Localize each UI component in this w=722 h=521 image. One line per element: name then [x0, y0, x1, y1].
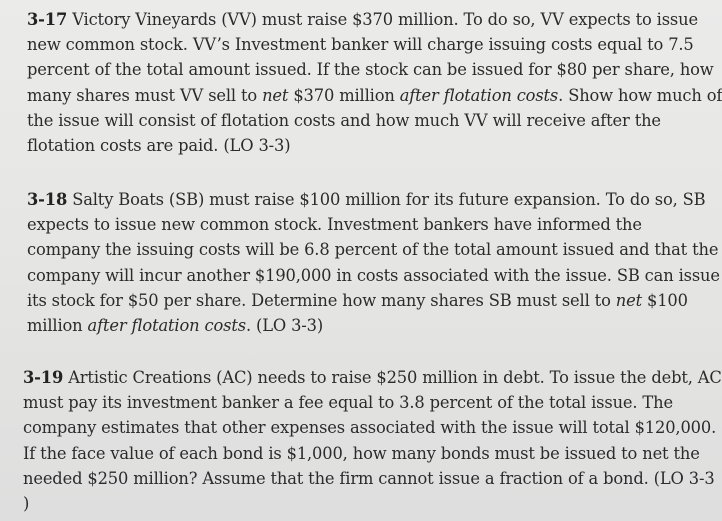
text-segment: its stock for $50 per share. Determine how many shares SB must sell to: [27, 290, 616, 310]
text-segment: expects to issue new common stock. Investment bankers have informed the: [27, 215, 642, 235]
problem-text-line: [23, 441, 722, 466]
emphasized-text: after flotation costs: [87, 316, 246, 336]
problem-text-line: [23, 415, 722, 440]
problem-text-line: [23, 491, 722, 516]
problem-text-line: [27, 187, 720, 212]
text-segment: . Show how much of: [558, 85, 722, 105]
problem-number: 3-17: [27, 10, 68, 29]
problem-text-line: [27, 108, 722, 133]
problem-3-17: [27, 7, 722, 158]
problem-text-line: [27, 7, 722, 32]
text-segment: new common stock. VV’s Investment banker will charge issuing costs equal to 7.5: [27, 35, 694, 55]
text-segment: the issue will consist of flotation costs and how much VV will receive after the: [27, 110, 661, 130]
text-segment: ): [23, 494, 30, 514]
text-segment: must pay its investment banker a fee equal to 3.8 percent of the total issue. The: [23, 393, 673, 413]
text-segment: If the face value of each bond is $1,000, how many bonds must be issued to net the: [23, 443, 700, 463]
text-segment: million: [27, 316, 88, 336]
emphasized-text: after flotation costs: [399, 85, 559, 105]
problem-number: 3-19: [23, 368, 64, 387]
text-segment: company the issuing costs will be 6.8 percent of the total amount issued and that the: [27, 240, 719, 260]
text-segment: . (LO 3-3): [245, 316, 324, 336]
text-segment: many shares must VV sell to: [27, 85, 263, 105]
problem-text-line: [23, 365, 722, 390]
problem-3-19: [23, 365, 722, 516]
text-segment: needed $250 million? Assume that the firm cannot issue a fraction of a bond. (LO 3-3: [23, 468, 715, 488]
problem-text-line: [23, 466, 722, 491]
problem-text-line: [27, 32, 722, 57]
problem-text-line: [27, 133, 722, 158]
problem-text-line: [27, 263, 720, 288]
text-segment: company estimates that other expenses associated with the issue will total $120,000.: [23, 418, 717, 438]
problem-text-line: [27, 83, 722, 108]
problem-text-line: [27, 288, 720, 313]
text-segment: flotation costs are paid. (LO 3-3): [27, 136, 291, 156]
text-segment: $100: [641, 290, 688, 310]
problem-text-line: [27, 237, 720, 262]
text-segment: Victory Vineyards (VV) must raise $370 million. To do so, VV expects to issue: [72, 10, 698, 29]
text-segment: company will incur another $190,000 in costs associated with the issue. SB can issue: [27, 265, 720, 285]
text-segment: Artistic Creations (AC) needs to raise $250 million in debt. To issue the debt, AC: [68, 368, 722, 387]
problem-text-line: [27, 313, 720, 338]
emphasized-text: net: [262, 85, 289, 105]
problem-text-line: [23, 390, 722, 415]
problem-text-line: [27, 212, 720, 237]
problem-number: 3-18: [27, 190, 68, 209]
emphasized-text: net: [615, 290, 642, 310]
text-segment: Salty Boats (SB) must raise $100 million for its future expansion. To do so, SB: [72, 190, 706, 209]
text-segment: percent of the total amount issued. If the stock can be issued for $80 per share, how: [27, 60, 714, 80]
problem-3-18: [27, 187, 720, 338]
text-segment: $370 million: [288, 85, 400, 105]
problem-text-line: [27, 57, 722, 82]
